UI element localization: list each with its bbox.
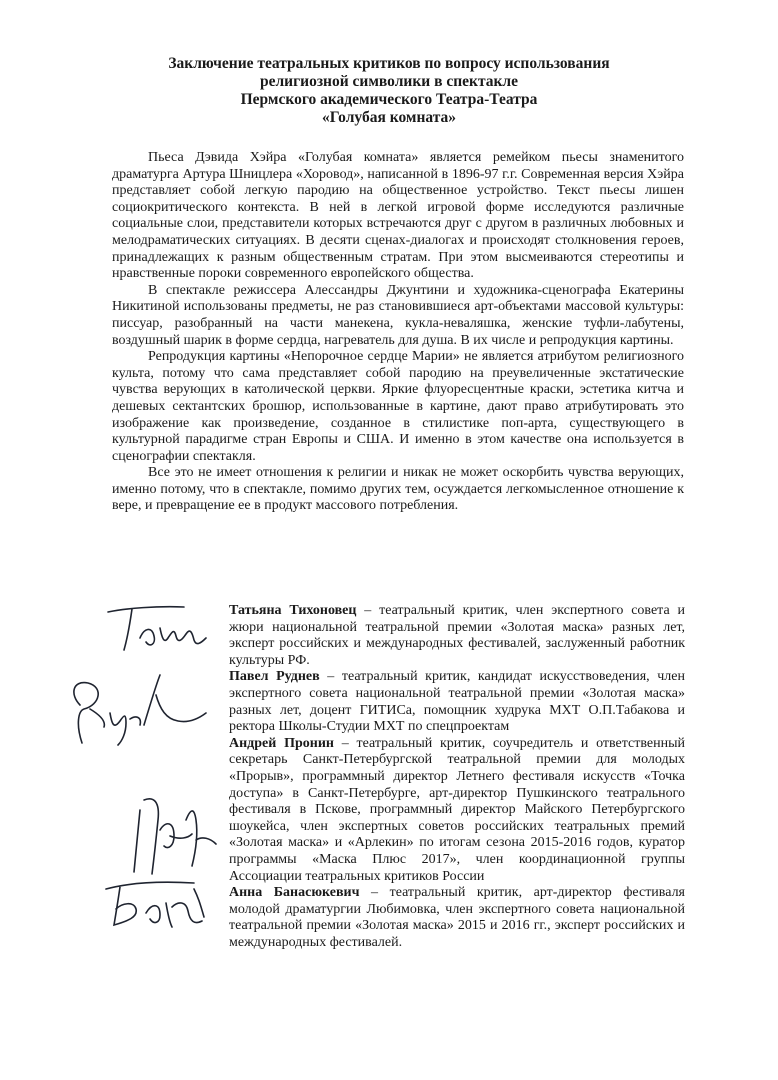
title-line-2: религиозной символики в спектакле <box>259 73 519 90</box>
paragraph-3: Репродукция картины «Непорочное сердце Марии» не является атрибутом религиозного культа, потому что сама представляет собой пародию на преувеличенные экстатические чувства верующих в католической церкви. Яркие флуоресцентные краски, эстетика китча и дешевых сектантских брошюр, использованные в картине, дают право атрибутировать это изображение как произведение, созданное в стилистике поп-арта, существующего в культурной парадигме стран Европы и США. И именно в этом качестве она используется в сценографии спектакля. <box>112 349 684 464</box>
paragraph-4: Все это не имеет отношения к религии и никак не может оскорбить чувства верующих, именно потому, что в спектакле, помимо других тем, осуждается легкомысленное отношение к вере, и превращение ее в продукт массового потребления. <box>112 465 684 514</box>
title-line-4: «Голубая комната» <box>321 109 457 126</box>
expert-description: – театральный критик, арт-директор фестиваля молодой драматургии Любимовка, член экспертного совета национальной театральной премии «Золотая маска» 2015 и 2016 гг., эксперт российских и международных фестивалей. <box>229 885 685 950</box>
expert-description: – театральный критик, кандидат искусствоведения, член экспертного совета национальной театральной премии «Золотая маска» разных лет, доцент ГИТИСа, помощник худрука МХТ О.П.Табакова и ректора Школы-Студии МХТ по спецпроектам <box>229 669 685 735</box>
expert-entry <box>229 736 685 885</box>
document-title <box>90 55 688 127</box>
signature-pronin <box>130 780 220 880</box>
expert-entry <box>229 669 685 735</box>
signature-rudnev <box>60 665 210 750</box>
paragraph-1: Пьеса Дэвида Хэйра «Голубая комната» является ремейком пьесы знаменитого драматурга Артура Шницлера «Хоровод», написанной в 1896-97 г.г. Современная версия Хэйра представляет собой легкую пародию на общественное устройство. Текст пьесы лишен социокритического контекста. В ней в легкой игровой форме исследуются различные социальные слои, представители которых встречаются друг с другом в различных любовных и мелодраматических ситуациях. В десяти сценах-диалогах и происходят столкновения героев, принадлежащих к разным общественным стратам. При этом высмеиваются стереотипы и нравственные пороки современного европейского общества. <box>112 150 684 282</box>
title-line-1: Заключение театральных критиков по вопросу использования <box>168 55 610 72</box>
expert-name: Павел Руднев <box>229 669 320 685</box>
expert-entry <box>229 603 685 669</box>
document-body <box>112 150 684 515</box>
signature-banasyukevich <box>98 873 218 933</box>
experts-list <box>229 603 685 951</box>
expert-entry <box>229 885 685 951</box>
expert-name: Татьяна Тихоновец <box>229 603 357 618</box>
expert-description: – театральный критик, соучредитель и ответственный секретарь Санкт-Петербургской театральной премии для молодых «Прорыв», программный директор Летнего фестиваля искусств «Точка доступа» в Санкт-Петербурге, арт-директор Пушкинского театрального фестиваля в Пскове, программный директор Майского Петербургского шоукейса, член экспертных советов российских театральных премий «Золотая маска» и «Арлекин» по итогам сезона 2015-2016 годов, куратор программы «Маска Плюс 2017», член координационной группы Ассоциации театральных критиков России <box>229 735 685 884</box>
signature-tikhonovets <box>102 598 212 658</box>
paragraph-2: В спектакле режиссера Алессандры Джунтини и художника-сценографа Екатерины Никитиной использованы предметы, не раз становившиеся арт-объектами массовой культуры: писсуар, разобранный на части манекена, кукла-неваляшка, женские туфли-лабутены, воздушный шарик в форме сердца, нагреватель для душа. В их числе и репродукция картины. <box>112 282 684 348</box>
title-line-3: Пермского академического Театра-Театра <box>240 91 538 108</box>
expert-name: Андрей Пронин <box>229 735 334 751</box>
expert-description: – театральный критик, член экспертного совета и жюри национальной театральной премии «Золотая маска» разных лет, эксперт российских и международных фестивалей, заслуженный работник культуры РФ. <box>229 603 685 668</box>
expert-name: Анна Банасюкевич <box>229 885 360 901</box>
